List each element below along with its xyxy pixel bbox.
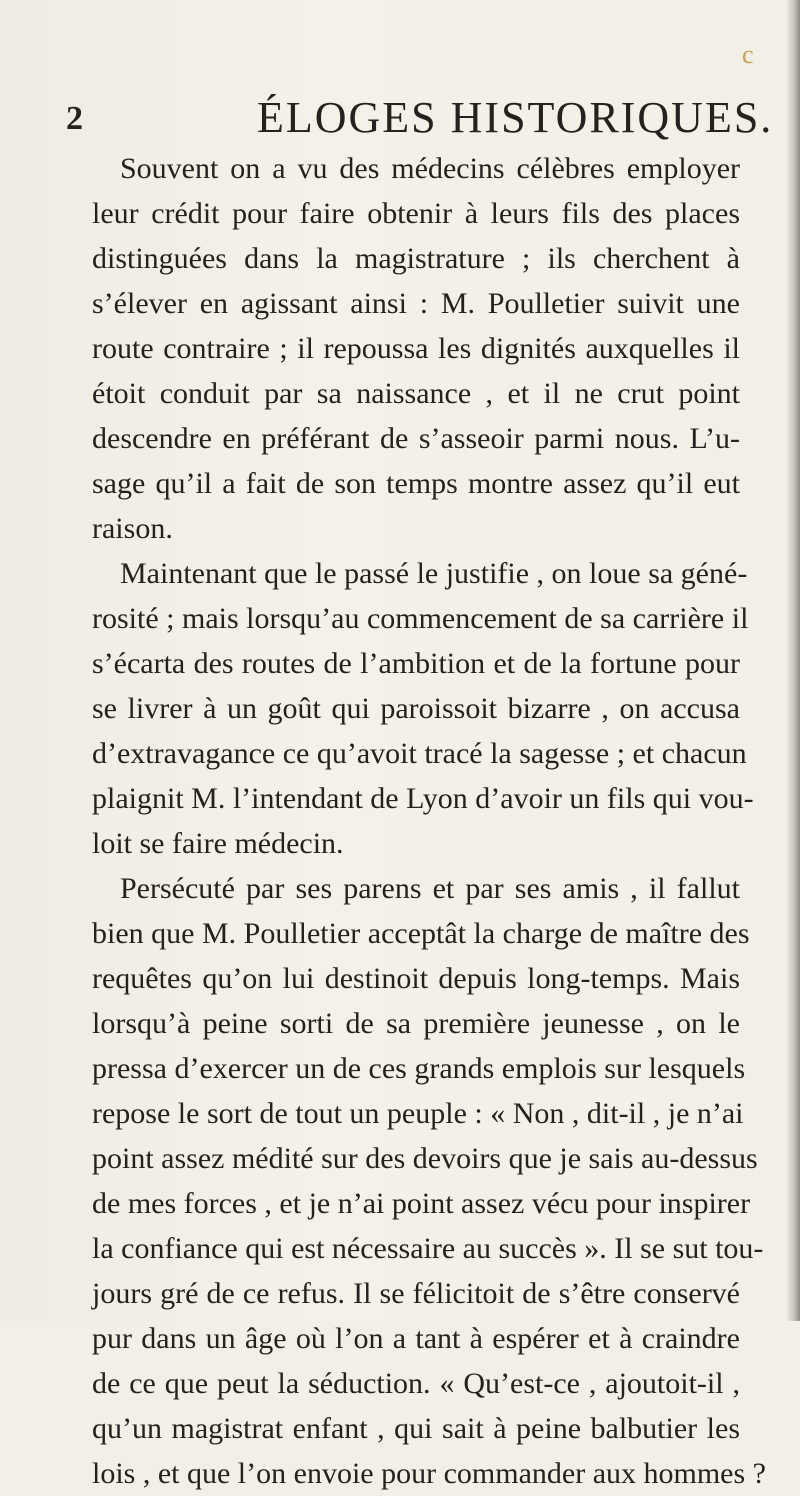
text-line: repose le sort de tout un peuple : « Non , dit-il , je n’ai xyxy=(92,1097,744,1130)
text-line: requêtes qu’on lui destinoit depuis long-temps. Mais xyxy=(92,962,740,995)
text-line: pressa d’exercer un de ces grands emplois sur lesquels xyxy=(92,1052,746,1085)
corner-mark: c xyxy=(742,40,754,69)
text-line: la confiance qui est nécessaire au succès ». Il se sut tou- xyxy=(92,1232,764,1265)
text-line: rosité ; mais lorsqu’au commencement de sa carrière il xyxy=(92,602,749,635)
text-line: de mes forces , et je n’ai point assez vécu pour inspirer xyxy=(92,1187,751,1220)
text-line: lois , et que l’on envoie pour commander aux hommes ? xyxy=(92,1457,766,1490)
body-text xyxy=(92,146,766,1496)
running-head: ÉLOGES HISTORIQUES. xyxy=(257,93,774,142)
text-line: loit se faire médecin. xyxy=(92,827,344,860)
text-line: de ce que peut la séduction. « Qu’est-ce , ajoutoit-il , xyxy=(92,1367,740,1400)
text-line: descendre en préférant de s’asseoir parmi nous. L’u- xyxy=(92,422,740,455)
text-line: distinguées dans la magistrature ; ils cherchent à xyxy=(92,242,740,275)
text-line: Persécuté par ses parens et par ses amis , il fallut xyxy=(120,872,740,905)
text-line: sage qu’il a fait de son temps montre assez qu’il eut xyxy=(92,467,740,500)
text-line: se livrer à un goût qui paroissoit bizarre , on accusa xyxy=(92,692,740,725)
text-line: s’écarta des routes de l’ambition et de la fortune pour xyxy=(92,647,740,680)
text-line: s’élever en agissant ainsi : M. Poulletier suivit une xyxy=(92,287,740,320)
text-line: étoit conduit par sa naissance , et il ne crut point xyxy=(92,377,740,410)
text-line: leur crédit pour faire obtenir à leurs fils des places xyxy=(92,197,740,230)
text-line: qu’un magistrat enfant , qui sait à peine balbutier les xyxy=(92,1412,740,1445)
text-line: lorsqu’à peine sorti de sa première jeunesse , on le xyxy=(92,1007,740,1040)
text-line: point assez médité sur des devoirs que je sais au-dessus xyxy=(92,1142,758,1175)
text-line: d’extravagance ce qu’avoit tracé la sagesse ; et chacun xyxy=(92,737,747,770)
text-line: raison. xyxy=(92,512,173,545)
text-line: bien que M. Poulletier acceptât la charge de maître des xyxy=(92,917,750,950)
page-edge-shadow xyxy=(786,0,800,1321)
text-line: Maintenant que le passé le justifie , on loue sa géné- xyxy=(120,557,748,590)
text-line: route contraire ; il repoussa les dignités auxquelles il xyxy=(92,332,740,365)
text-line: plaignit M. l’intendant de Lyon d’avoir un fils qui vou- xyxy=(92,782,754,815)
text-line: pur dans un âge où l’on a tant à espérer et à craindre xyxy=(92,1322,740,1355)
text-line: jours gré de ce refus. Il se félicitoit de s’être conservé xyxy=(92,1277,740,1310)
page-number: 2 xyxy=(66,100,83,137)
text-line: Souvent on a vu des médecins célèbres employer xyxy=(120,152,740,185)
